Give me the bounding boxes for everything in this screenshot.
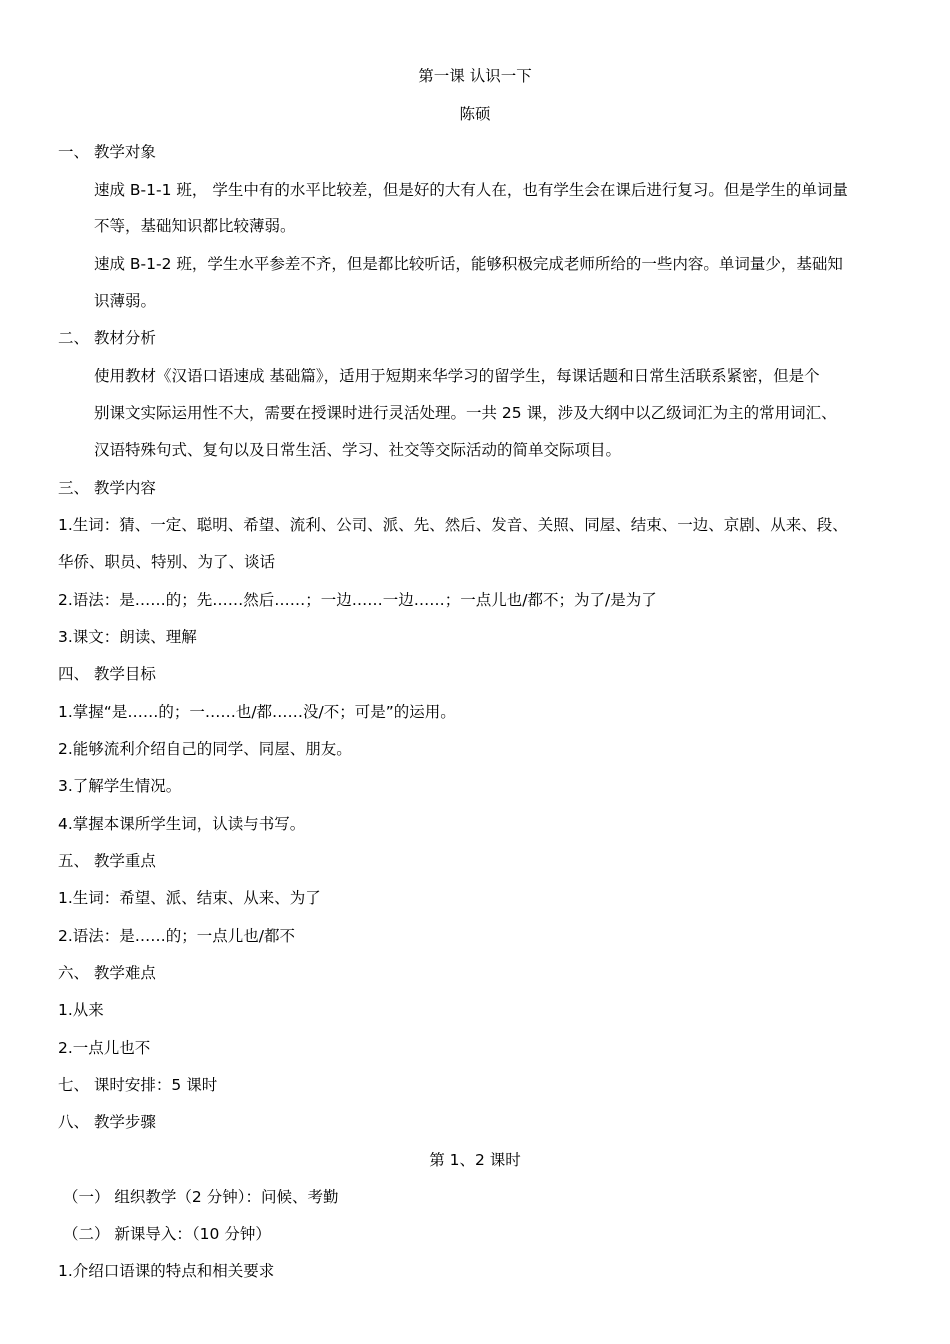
sec5-item1: 1.生词：希望、派、结束、从来、为了 [58,889,321,907]
doc-author: 陈硕 [459,105,491,123]
sec2-line1: 使用教材《汉语口语速成 基础篇》，适用于短期来华学习的留学生，每课话题和日常生活联系紧密，但是个 [94,367,820,385]
section-heading-5: 五、 教学重点 [58,852,156,870]
sec4-item1: 1.掌握“是……的；一……也/都……没/不；可是”的运用。 [58,703,456,721]
section-heading-8: 八、 教学步骤 [58,1113,156,1131]
sec1-p1-line2: 不等，基础知识都比较薄弱。 [94,217,296,235]
section-heading-6: 六、 教学难点 [58,964,156,982]
sec3-item1-line2: 华侨、职员、特别、为了、谈话 [58,553,276,571]
sec6-item1: 1.从来 [58,1001,104,1019]
section-heading-2: 二、 教材分析 [58,329,156,347]
step-2-item-1: 1.介绍口语课的特点和相关要求 [58,1262,275,1280]
sec1-p2-line2: 识薄弱。 [94,292,157,310]
sec5-item2: 2.语法：是……的；一点儿也/都不 [58,927,296,945]
sec6-item2: 2.一点儿也不 [58,1039,151,1057]
sec3-item3: 3.课文：朗读、理解 [58,628,197,646]
step-1: （一） 组织教学（2 分钟）：问候、考勤 [63,1188,339,1206]
section-heading-3: 三、 教学内容 [58,479,156,497]
doc-title: 第一课 认识一下 [418,67,532,85]
section-heading-4: 四、 教学目标 [58,665,156,683]
sec4-item2: 2.能够流利介绍自己的同学、同屋、朋友。 [58,740,352,758]
sec4-item4: 4.掌握本课所学生词，认读与书写。 [58,815,306,833]
section-heading-1: 一、 教学对象 [58,143,156,161]
sec1-p2-line1: 速成 B-1-2 班，学生水平参差不齐，但是都比较听话，能够积极完成老师所给的一些内容。单词量少，基础知 [94,255,843,273]
sec3-item1-line1: 1.生词：猜、一定、聪明、希望、流利、公司、派、先、然后、发音、关照、同屋、结束、一边、京剧、从来、段、 [58,516,848,534]
sec3-item2: 2.语法：是……的；先……然后……；一边……一边……；一点儿也/都不；为了/是为了 [58,591,657,609]
step-2: （二） 新课导入：（10 分钟） [63,1225,271,1243]
period-title: 第 1、2 课时 [429,1151,521,1169]
section-heading-7: 七、 课时安排：5 课时 [58,1076,218,1094]
sec2-line3: 汉语特殊句式、复句以及日常生活、学习、社交等交际活动的简单交际项目。 [94,441,622,459]
sec4-item3: 3.了解学生情况。 [58,777,182,795]
sec2-line2: 别课文实际运用性不大，需要在授课时进行灵活处理。一共 25 课，涉及大纲中以乙级词汇为主的常用词汇、 [94,404,837,422]
sec1-p1-line1: 速成 B-1-1 班， 学生中有的水平比较差，但是好的大有人在，也有学生会在课后进行复习。但是学生的单词量 [94,181,848,199]
